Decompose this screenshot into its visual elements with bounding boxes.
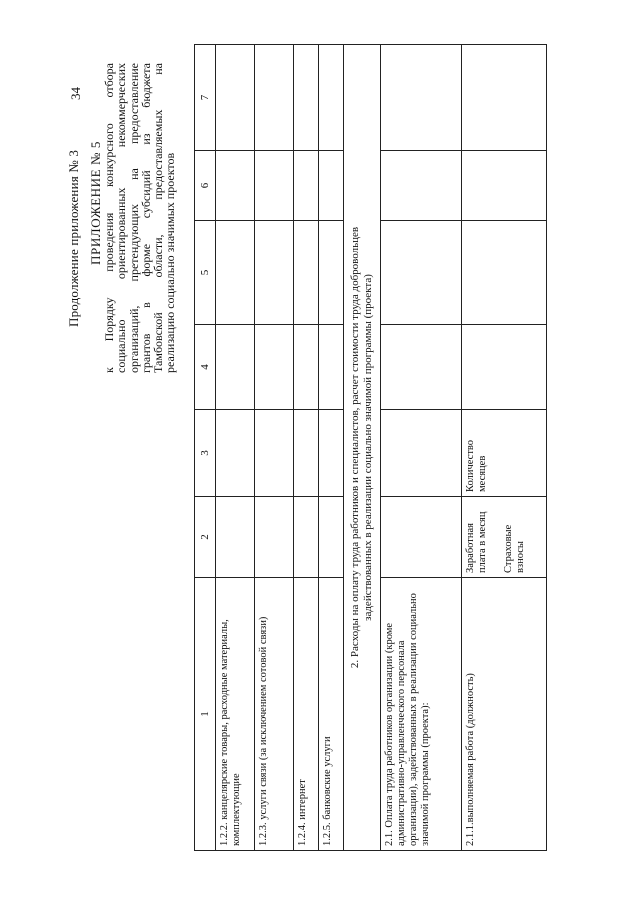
appendix-line: реализацию социально значимых проектов [163, 152, 178, 373]
table-row [319, 45, 344, 851]
table-cell [216, 410, 255, 497]
table-cell [294, 325, 319, 410]
table-row [462, 45, 547, 851]
header-cell: 1 [195, 578, 216, 851]
appendix-line: к Порядку проведения конкурсного отбора [102, 63, 116, 373]
header-cell: 2 [195, 497, 216, 578]
appendix-reference [103, 63, 177, 373]
appendix-line: Тамбовской области, предоставляемых на [151, 63, 166, 373]
appendix-line: грантов в форме субсидий из бюджета [138, 63, 153, 373]
table-cell [381, 45, 462, 151]
table-row [255, 45, 294, 851]
table-cell [294, 151, 319, 221]
section-heading-line: задействованных в реализации социально значимой программы (проекта) [362, 274, 374, 621]
row-label: 1.2.2. канцелярские товары, расходные материалы, комплектующие [216, 578, 255, 851]
header-cell: 4 [195, 325, 216, 410]
page-number: 34 [68, 87, 83, 100]
table-cell [216, 497, 255, 578]
table-cell [462, 325, 547, 410]
row-label: 1.2.3. услуги связи (за исключением сотовой связи) [255, 578, 294, 851]
salary-label: Заработная плата в месяц [465, 511, 488, 573]
table-cell [294, 221, 319, 325]
continuation-heading: Продолжение приложения № 3 [66, 149, 81, 327]
table-cell [381, 325, 462, 410]
appendix-line: организаций, претендующих на предоставление [126, 63, 141, 373]
table-cell [462, 151, 547, 221]
table-cell [462, 410, 547, 497]
section-heading-line: 2. Расходы на оплату труда работников и специалистов, расчет стоимости труда добровольцев [349, 226, 361, 669]
table-cell [255, 497, 294, 578]
table-cell [255, 325, 294, 410]
months-label: Количество месяцев [465, 439, 488, 492]
table-cell [462, 45, 547, 151]
table-cell [216, 151, 255, 221]
table-cell [319, 45, 344, 151]
header-cell: 6 [195, 151, 216, 221]
budget-table [194, 44, 547, 851]
table-cell [216, 325, 255, 410]
table-cell [294, 497, 319, 578]
table-cell [381, 497, 462, 578]
table-cell [216, 45, 255, 151]
insurance-label: Страховые взносы [503, 524, 526, 573]
table-header-row [195, 45, 216, 851]
row-label: 1.2.4. интернет [294, 578, 319, 851]
table-cell [319, 221, 344, 325]
row-label: 2.1. Оплата труда работников организации (кроме административно-управленческого персонала организации), задействованных в реализации социально значимой программы (проекта): [381, 578, 462, 851]
table-cell [319, 151, 344, 221]
row-label: 2.1.1.выполняемая работа (должность) [462, 578, 547, 851]
table-cell [319, 410, 344, 497]
table-cell [319, 325, 344, 410]
table-cell [255, 151, 294, 221]
table-row [216, 45, 255, 851]
header-cell: 7 [195, 45, 216, 151]
table-cell [319, 497, 344, 578]
table-cell [294, 45, 319, 151]
row-label: 1.2.5. банковские услуги [319, 578, 344, 851]
table-cell [255, 221, 294, 325]
table-cell [462, 221, 547, 325]
table-cell [255, 410, 294, 497]
table-cell [255, 45, 294, 151]
header-cell: 3 [195, 410, 216, 497]
section-heading [344, 45, 381, 851]
header-cell: 5 [195, 221, 216, 325]
table-cell [294, 410, 319, 497]
table-cell [381, 221, 462, 325]
appendix-title: ПРИЛОЖЕНИЕ № 5 [88, 141, 103, 265]
table-row [294, 45, 319, 851]
table-cell [216, 221, 255, 325]
table-row [381, 45, 462, 851]
table-cell [381, 410, 462, 497]
table-cell [462, 497, 547, 578]
section-heading-row [344, 45, 381, 851]
table-cell [381, 151, 462, 221]
appendix-line: социально ориентированных некоммерческих [114, 63, 129, 373]
